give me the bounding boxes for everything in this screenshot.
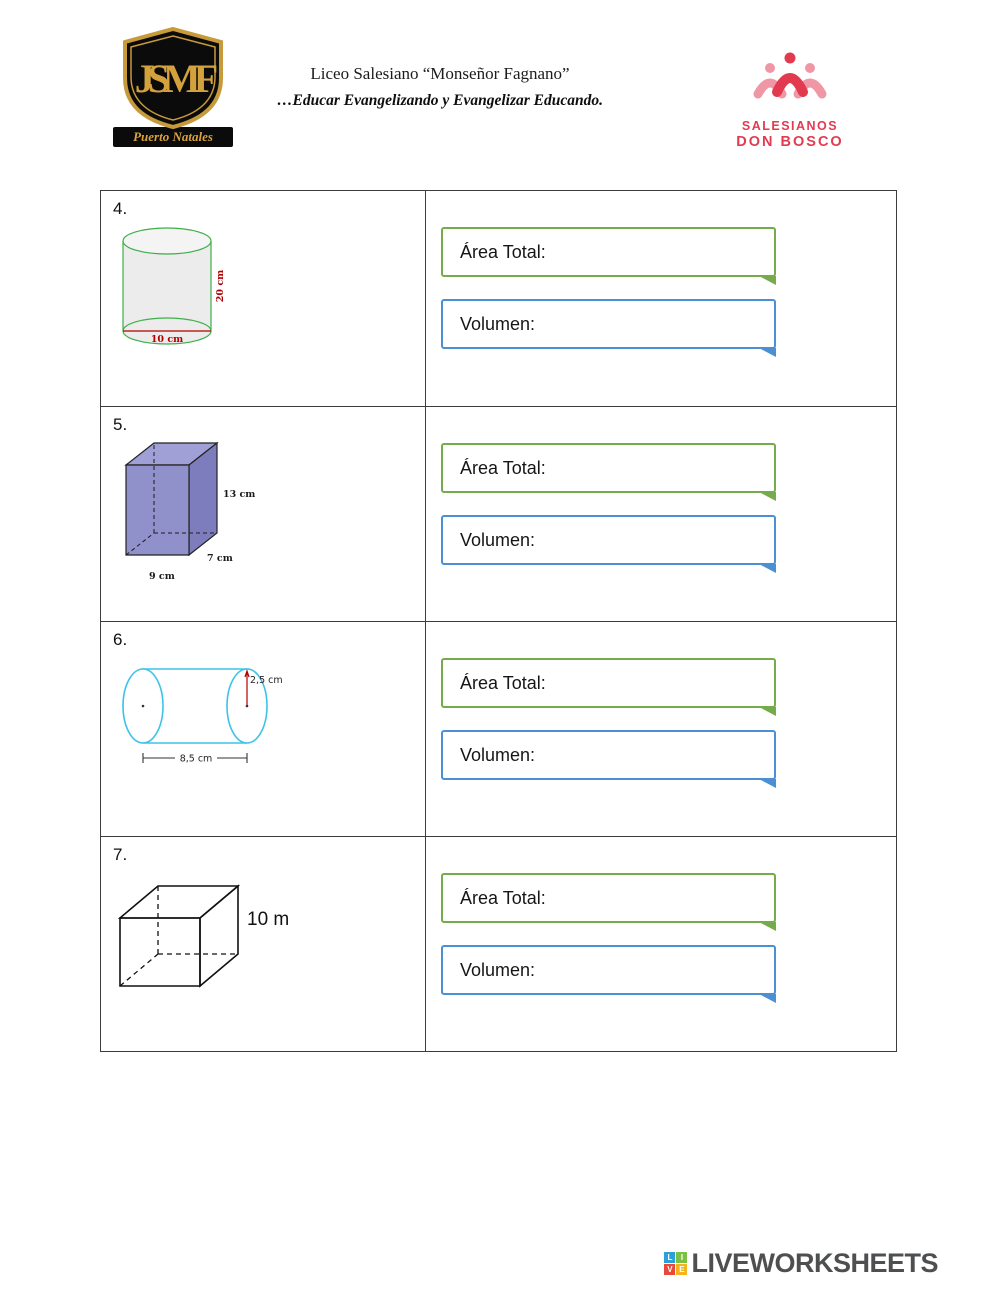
volumen-input[interactable] [441, 730, 776, 780]
area-total-input[interactable] [441, 227, 776, 277]
volumen-input[interactable] [441, 515, 776, 565]
tile-e: E [676, 1264, 687, 1275]
dimension-label-length: 8,5 cm [179, 753, 213, 765]
vertical-cylinder-figure [117, 227, 247, 355]
don-bosco-text: DON BOSCO [736, 134, 844, 150]
volumen-label: Volumen: [460, 313, 536, 334]
school-motto: …Educar Evangelizando y Evangelizar Educando. [277, 92, 603, 109]
shield-icon [117, 26, 229, 130]
area-total-input[interactable] [441, 443, 776, 493]
answer-cell [426, 407, 896, 621]
exercise-row-7 [101, 836, 896, 1051]
dimension-label-height: 13 cm [223, 489, 256, 500]
volumen-label: Volumen: [460, 959, 536, 980]
exercise-table [100, 190, 897, 1052]
answer-cell [426, 622, 896, 836]
liveworksheets-footer [664, 1248, 938, 1279]
tile-v: V [664, 1264, 675, 1275]
horizontal-cylinder-figure [119, 666, 291, 770]
exercise-row-5 [101, 406, 896, 621]
liveworksheets-icon [664, 1252, 687, 1275]
dimension-label-depth: 7 cm [207, 553, 233, 564]
question-number: 5. [113, 415, 128, 434]
answer-cell [426, 191, 896, 406]
school-header-text [235, 64, 645, 110]
area-total-label: Área Total: [460, 241, 546, 262]
area-total-label: Área Total: [460, 457, 546, 478]
area-total-input[interactable] [441, 658, 776, 708]
salesianos-text: SALESIANOS [741, 119, 839, 133]
question-number: 7. [113, 845, 128, 864]
liveworksheets-brand: LIVEWORKSHEETS [691, 1248, 938, 1278]
dimension-label-height: 20 cm [215, 269, 226, 303]
figure-cell [101, 622, 426, 836]
figure-cell [101, 407, 426, 621]
volumen-input[interactable] [441, 299, 776, 349]
dimension-label-width: 9 cm [149, 571, 175, 582]
shield-banner: Puerto Natales [113, 127, 233, 147]
rectangular-prism-figure [119, 437, 279, 587]
dimension-label-radius: 2,5 cm [250, 675, 283, 686]
question-number: 6. [113, 630, 128, 649]
cube-figure [115, 873, 305, 998]
dimension-label-diameter: 10 cm [150, 334, 184, 345]
tile-i: I [676, 1252, 687, 1263]
answer-cell [426, 837, 896, 1051]
salesianos-logo [728, 50, 852, 150]
volumen-label: Volumen: [460, 744, 536, 765]
volumen-label: Volumen: [460, 529, 536, 550]
figure-cell [101, 191, 426, 406]
school-shield-logo [113, 26, 233, 147]
school-name: Liceo Salesiano “Monseñor Fagnano” [310, 64, 570, 83]
exercise-row-6 [101, 621, 896, 836]
tile-l: L [664, 1252, 675, 1263]
salesianos-people-icon [748, 50, 832, 112]
area-total-input[interactable] [441, 873, 776, 923]
exercise-row-4 [101, 191, 896, 406]
figure-cell [101, 837, 426, 1051]
dimension-label-edge: 10 m [247, 909, 290, 930]
volumen-input[interactable] [441, 945, 776, 995]
shield-monogram: JSMF [134, 56, 212, 101]
area-total-label: Área Total: [460, 887, 546, 908]
area-total-label: Área Total: [460, 672, 546, 693]
question-number: 4. [113, 199, 128, 218]
